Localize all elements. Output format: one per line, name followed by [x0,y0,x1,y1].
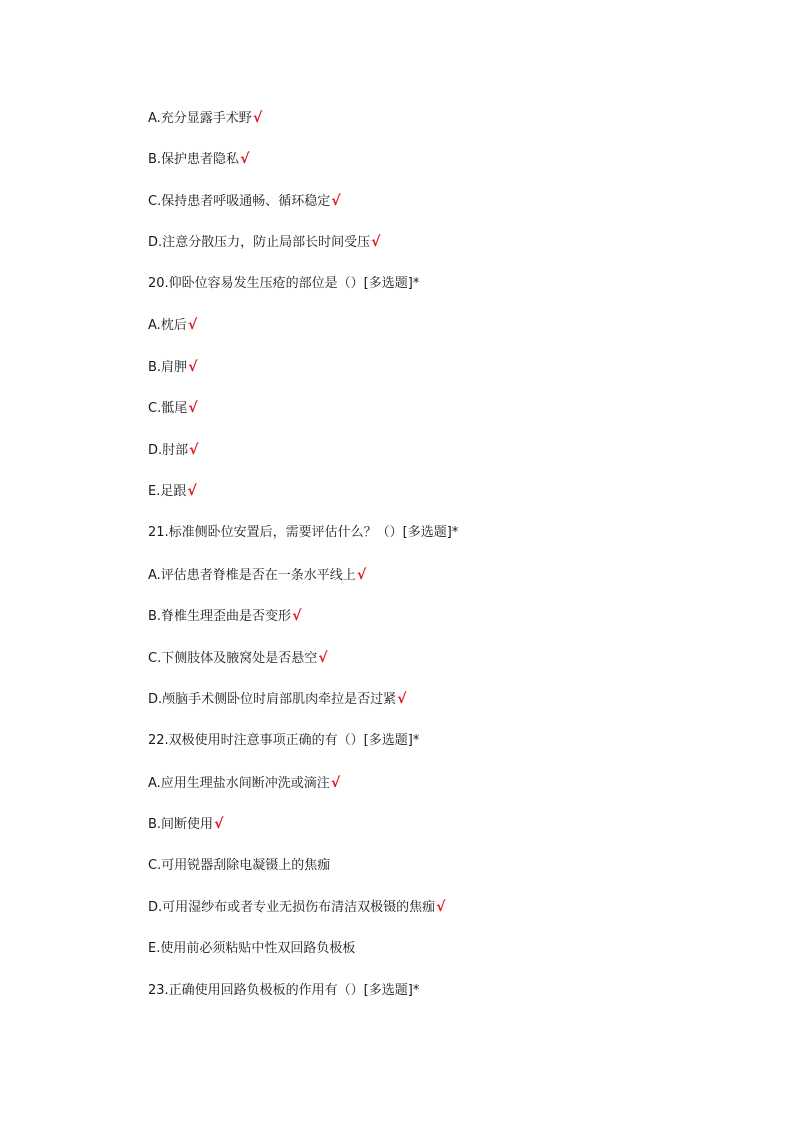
option-line: B.间断使用√ [148,816,224,832]
check-mark-icon: √ [214,816,224,832]
check-mark-icon: √ [189,442,199,458]
check-mark-icon: √ [187,317,198,333]
option-line: C.下侧肢体及腋窝处是否悬空√ [148,650,328,666]
check-mark-icon: √ [188,400,198,416]
option-line: B.肩胛√ [148,359,198,375]
option-line: B.保护患者隐私√ [148,151,250,167]
option-line: D.颅脑手术侧卧位时肩部肌肉牵拉是否过紧√ [148,691,407,707]
option-line: C.保持患者呼吸通畅、循环稳定√ [148,193,341,209]
check-mark-icon: √ [292,608,302,624]
option-line: E.足跟√ [148,483,197,499]
option-line: C.可用锐器刮除电凝镊上的焦痂 [148,858,331,873]
question-line: 22.双极使用时注意事项正确的有（）[多选题]* [148,733,420,748]
check-mark-icon: √ [187,483,197,499]
check-mark-icon: √ [252,110,263,126]
option-line: E.使用前必须粘贴中性双回路负极板 [148,941,356,956]
option-line: C.骶尾√ [148,400,198,416]
check-mark-icon: √ [331,193,341,209]
option-line: B.脊椎生理歪曲是否变形√ [148,608,302,624]
check-mark-icon: √ [240,151,250,167]
option-line: A.充分显露手术野√ [148,110,263,126]
question-line: 20.仰卧位容易发生压疮的部位是（）[多选题]* [148,276,420,291]
option-line: D.肘部√ [148,442,199,458]
option-line: A.应用生理盐水间断冲洗或滴注√ [148,775,341,791]
option-line: A.评估患者脊椎是否在一条水平线上√ [148,567,367,583]
question-line: 23.正确使用回路负极板的作用有（）[多选题]* [148,983,420,998]
check-mark-icon: √ [397,691,407,707]
option-line: A.枕后√ [148,317,198,333]
question-line: 21.标准侧卧位安置后，需要评估什么？（）[多选题]* [148,525,459,540]
check-mark-icon: √ [371,234,381,250]
check-mark-icon: √ [330,775,341,791]
option-line: D.注意分散压力，防止局部长时间受压√ [148,234,381,250]
check-mark-icon: √ [356,567,367,583]
check-mark-icon: √ [188,359,198,375]
option-line: D.可用湿纱布或者专业无损伤布清洁双极镊的焦痂√ [148,899,446,915]
check-mark-icon: √ [318,650,328,666]
check-mark-icon: √ [436,899,446,915]
